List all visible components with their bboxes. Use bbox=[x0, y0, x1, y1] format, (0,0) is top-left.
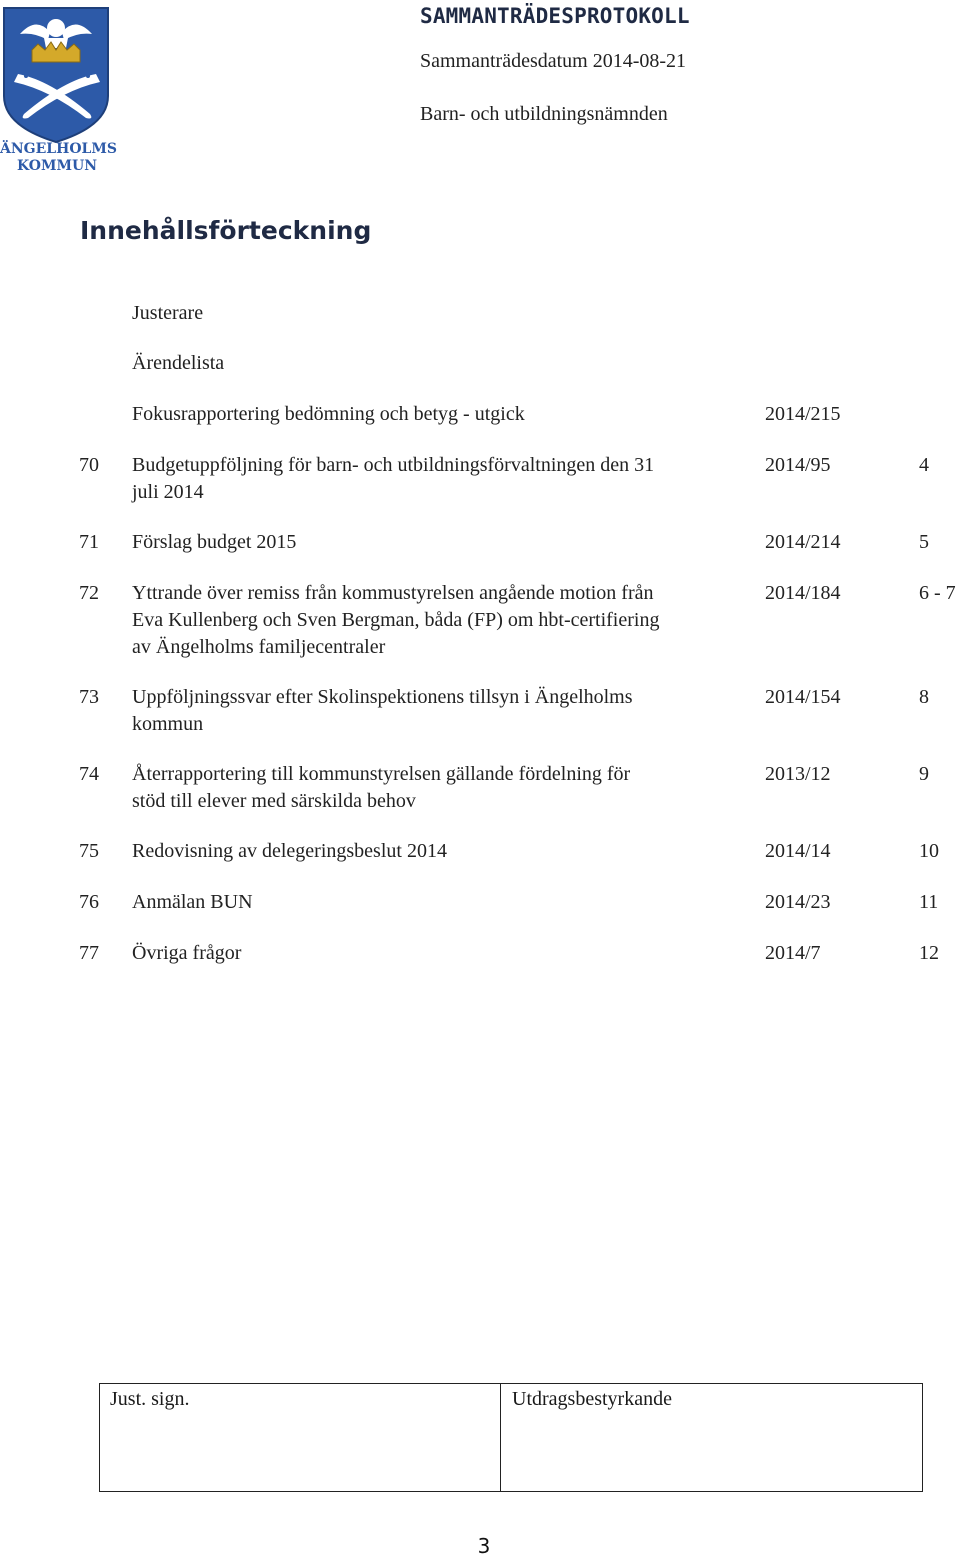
toc-entry-title: Redovisning av delegeringsbeslut 2014 bbox=[132, 840, 447, 862]
signature-divider bbox=[500, 1384, 501, 1491]
toc-entry-diarienummer: 2014/214 bbox=[765, 531, 841, 553]
toc-entry-page: 4 bbox=[919, 454, 929, 476]
toc-entry-title bbox=[132, 761, 752, 815]
toc-entry-page: 8 bbox=[919, 686, 929, 708]
toc-entry-number: 71 bbox=[79, 531, 99, 553]
toc-entry-number: 74 bbox=[79, 763, 99, 785]
toc-entry-title-line: Eva Kullenberg och Sven Bergman, båda (FP) om hbt-certifiering bbox=[132, 609, 660, 631]
toc-entry-page: 6 - 7 bbox=[919, 582, 956, 604]
toc-entry-title: Förslag budget 2015 bbox=[132, 531, 297, 553]
toc-entry-diarienummer: 2014/154 bbox=[765, 686, 841, 708]
toc-entry-title: Fokusrapportering bedömning och betyg - utgick bbox=[132, 403, 525, 425]
toc-entry-diarienummer: 2014/14 bbox=[765, 840, 831, 862]
toc-entry-title: Justerare bbox=[132, 302, 204, 324]
toc-heading: Innehållsförteckning bbox=[80, 216, 372, 245]
meeting-date: Sammanträdesdatum 2014-08-21 bbox=[420, 50, 687, 72]
toc-entry-title-line: Budgetuppföljning för barn- och utbildningsförvaltningen den 31 bbox=[132, 454, 655, 476]
toc-entry-title-line: Yttrande över remiss från kommustyrelsen angående motion från bbox=[132, 582, 654, 604]
toc-entry-title: Övriga frågor bbox=[132, 942, 242, 964]
justering-signature-label: Just. sign. bbox=[110, 1388, 190, 1410]
toc-entry-number: 73 bbox=[79, 686, 99, 708]
toc-entry-diarienummer: 2014/7 bbox=[765, 942, 821, 964]
toc-entry-number: 75 bbox=[79, 840, 99, 862]
toc-entry-number: 72 bbox=[79, 582, 99, 604]
document-title: SAMMANTRÄDESPROTOKOLL bbox=[420, 4, 690, 28]
extract-certification-label: Utdragsbestyrkande bbox=[512, 1388, 672, 1410]
toc-entry-page: 11 bbox=[919, 891, 939, 913]
logo-line-2: KOMMUN bbox=[17, 158, 97, 174]
toc-entry-diarienummer: 2014/95 bbox=[765, 454, 831, 476]
toc-entry-title-line: av Ängelholms familjecentraler bbox=[132, 636, 386, 658]
toc-entry-title-line: Uppföljningssvar efter Skolinspektionens tillsyn i Ängelholms bbox=[132, 686, 633, 708]
toc-entry-page: 12 bbox=[919, 942, 939, 964]
toc-entry-diarienummer: 2014/184 bbox=[765, 582, 841, 604]
toc-entry-number: 77 bbox=[79, 942, 99, 964]
toc-entry-page: 9 bbox=[919, 763, 929, 785]
toc-entry-title-line: Återrapportering till kommunstyrelsen gällande fördelning för bbox=[132, 763, 631, 785]
toc-entry-title: Anmälan BUN bbox=[132, 891, 253, 913]
toc-entry-diarienummer: 2014/215 bbox=[765, 403, 841, 425]
toc-entry-title bbox=[132, 580, 752, 661]
toc-entry-title-line: kommun bbox=[132, 713, 204, 735]
toc-entry-title: Ärendelista bbox=[132, 352, 225, 374]
toc-entry-diarienummer: 2014/23 bbox=[765, 891, 831, 913]
toc-entry-number: 76 bbox=[79, 891, 99, 913]
toc-entry-title bbox=[132, 452, 752, 506]
toc-entry-diarienummer: 2013/12 bbox=[765, 763, 831, 785]
signature-box bbox=[99, 1383, 923, 1492]
toc-entry-page: 5 bbox=[919, 531, 929, 553]
toc-entry-title bbox=[132, 684, 752, 738]
toc-entry-title-line: stöd till elever med särskilda behov bbox=[132, 790, 416, 812]
toc-entry-number: 70 bbox=[79, 454, 99, 476]
toc-entry-page: 10 bbox=[919, 840, 939, 862]
toc-entry-title-line: juli 2014 bbox=[132, 481, 204, 503]
page-number: 3 bbox=[477, 1534, 491, 1558]
board-name: Barn- och utbildningsnämnden bbox=[420, 103, 668, 125]
logo-line-1: ÄNGELHOLMS bbox=[0, 141, 118, 157]
